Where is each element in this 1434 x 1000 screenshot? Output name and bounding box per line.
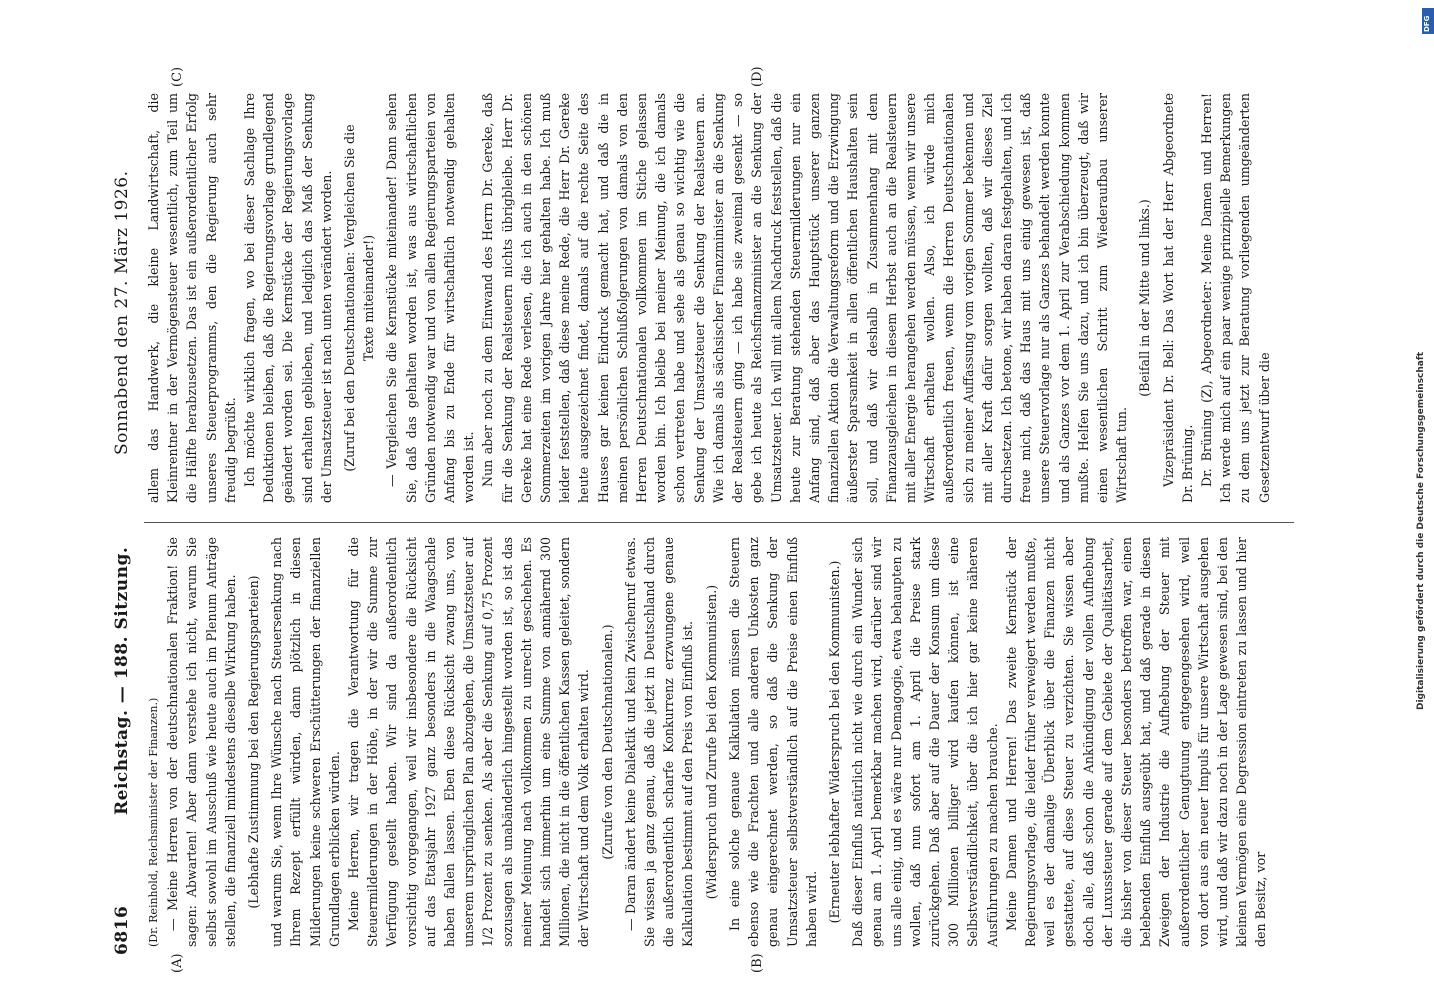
dfg-logo: DFG xyxy=(1422,8,1434,34)
speaker-line: (Dr. Reinhold, Reichsminister der Finanzen.) xyxy=(147,697,160,947)
paragraph: Nun aber noch zu dem Einwand des Herrn Dr. Gereke, daß für die Senkung der Realsteuern nichts übrigbleibe. Herr Dr. Gereke hat eine Rede verlesen, die ich auch in den schönen Sommerzeiten im vorigen Jahre hier gehalten habe. Ich muß leider feststellen, daß diese meine Rede, die Herr Dr. Gereke heute ausgezeichnet findet, damals auf die rechte Seite des Hauses gar keinen Eindruck gemacht hat, und daß die in meinen persönlichen Schlußfolgerungen von damals von den Herren Deutschnationalen vollkommen im Stiche gelassen worden bin. Ich bleibe bei meiner Meinung, die ich damals schon vertreten habe und sehe als genau so wichtig wie die Senkung der Umsatzsteuer die Senkung der Realsteuern an. Wie ich damals als sächsischer Finanzminister an die Senkung der Realsteuern ging — ich habe sie zweimal gesenkt — so gebe ich heute als Reichsfinanzminister an die Senkung der Umsatzsteuer. Ich will mit allem Nachdruck feststellen, daß die heute zur Beratung stehenden Steuermilderungen nur ein Anfang sind, daß aber das Hauptstück unserer ganzen finanziellen Aktion die Verwaltungsreform und die Erzwingung äußerster Sparsamkeit in allen öffentlichen Haushalten sein soll, und daß wir deshalb in Zusammenhang mit dem Finanzausgleichen in diesem Herbst auch an die Realsteuern mit aller Energie herangehen werden müssen, wenn wir unsere Wirtschaft erhalten wollen. Also, ich würde mich außerordentlich freuen, wenn die Herren Deutschnationalen sich zu meiner Auffassung vom vorigen Sommer bekennen und mit aller Kraft dafür sorgen wollten, daß wir dieses Ziel durchsetzen. Ich betone, wir haben daran festgehalten, und ich freue mich, daß das Haus mit uns einig gewesen ist, daß unsere Steuervorlage nur als Ganzes behandelt werden konnte und als Ganzes vor dem 1. April zur Verabschiedung kommen mußte. Helfen Sie uns dazu, und ich bin überzeugt, daß wir einen wesentlichen Schritt zum Wiederaufbau unserer Wirtschaft tun. xyxy=(480,93,1130,503)
paragraph: Meine Herren, wir tragen die Verantwortung für die Steuermilderungen in der Höhe, in der wir die Summe zur Verfügung gestellt haben. Wir sind da außerordentlich vorsichtig vorgegangen, weil wir insbesondere die Rücksicht auf das Etatsjahr 1927 ganz besonders in die Waagschale haben fallen lassen. Eben diese Rücksicht zwang uns, von unserem ursprünglichen Plan abzugehen, die Umsatzsteuer auf 1/2 Prozent zu senken. Als aber die Senkung auf 0,75 Prozent sozusagen als unabänderlich hingestellt worden ist, so ist das meiner Meinung nach vollkommen zu unrecht geschehen. Es handelt sich immerhin um eine Summe von annähernd 300 Millionen, die nicht in die öffentlichen Kassen geleitet, sondern der Wirtschaft und dem Volk erhalten wird. xyxy=(346,537,592,947)
rotated-document-page xyxy=(110,66,1310,973)
margin-marker-b: (B) xyxy=(750,953,765,973)
paragraph: — Daran ändert keine Dialektik und kein Zwischenruf etwas. Sie wissen ja ganz genau, daß die jetzt in Deutschland durch die außerordentlich scharfe Konkurrenz erzwungene genaue Kalkulation bestimmt auf den Preis von Einfluß ist. xyxy=(622,537,696,947)
paragraph: — Meine Herren von der deutschnationalen Fraktion! Sie sagen: Abwarten! Aber dann verstehe ich nicht, warum Sie selbst sowohl im Ausschuß wie heute auch im Plenum Anträge stellen, die finanziell mindestens dieselbe Wirkung haben. xyxy=(165,537,238,947)
interjection: (Widerspruch und Zurufe bei den Kommunisten.) xyxy=(703,584,719,900)
paragraph: In eine solche genaue Kalkulation müssen die Steuern ebenso wie die Frachten und alle anderen Unkosten ganz genau eingerechnet werden, so daß die Senkung der Umsatzsteuer selbstverständlich auf die Preise einen Einfluß haben wird. xyxy=(726,537,819,947)
session-title: Reichstag. — 188. Sitzung. xyxy=(112,546,132,815)
session-date: Sonnabend den 27. März 1926. xyxy=(112,170,132,455)
interjection: (Zurufe von den Deutschnationalen.) xyxy=(599,624,615,860)
interjection: (Erneuter lebhafter Widerspruch bei den Kommunisten.) xyxy=(826,560,842,924)
margin-marker-d: (D) xyxy=(750,66,765,87)
margin-marker-a: (A) xyxy=(170,953,185,973)
interjection: (Zuruf bei den Deutschnationalen: Vergleichen Sie die Texte miteinander!) xyxy=(342,124,377,472)
paragraph: und warum Sie, wenn Ihre Wünsche nach Steuersenkung nach Ihrem Rezept erfüllt würden, dann plötzlich in diesen Milderungen keine schweren Erschütterungen der finanziellen Grundlagen erblicken würden. xyxy=(269,537,342,947)
right-text-column xyxy=(144,93,1294,503)
paragraph: Dr. Brüning (Z), Abgeordneter: Meine Damen und Herren! Ich werde mich auf ein paar wenige prinzipielle Bemerkungen zu dem uns jetzt zur Beratung vorliegenden umgeänderten Gesetzentwurf über die xyxy=(1198,93,1272,503)
paragraph: allem das Handwerk, die kleine Landwirtschaft, die Kleinrentner in der Vermögensteuer wesentlich, zum Teil um die Hälfte herabzusetzen. Das ist ein außerordentlicher Erfolg unseres Steuerprogramms, den die Regierung auch sehr freudig begrüßt. xyxy=(146,93,238,503)
digitization-credit: Digitalisierung gefördert durch die Deutsche Forschungsgemeinschaft xyxy=(1416,351,1426,710)
page-header xyxy=(110,75,136,955)
interjection: (Beifall in der Mitte und links.) xyxy=(1137,199,1153,397)
left-text-column xyxy=(144,537,1294,947)
paragraph: Daß dieser Einfluß natürlich nicht wie durch ein Wunder sich genau am 1. April bemerkbar machen wird, darüber sind wir uns alle einig, und es wäre nur Demagogie, etwa behaupten zu wollen, daß nun sofort am 1. April die Preise stark zurückgehen. Daß aber auf die Dauer der Konsum um diese 300 Millionen billiger wird kaufen können, ist eine Selbstverständlichkeit, über die ich hier gar keine näheren Ausführungen zu machen brauche. xyxy=(850,537,1000,947)
column-divider xyxy=(144,522,1294,523)
paragraph: Meine Damen und Herren! Das zweite Kernstück der Regierungsvorlage, die leider früher verweigert werden mußte, weil es der damalige Überblick über die Finanzen nicht gestattete, auf diese Steuer zu verzichten. Sie wissen aber doch alle, daß schon die Ankündigung der vollen Aufhebung der Luxussteuer gerade auf dem Gebiete der Qualitätsarbeit, die bisher von dieser Steuer besonders betroffen war, einen belebenden Einfluß ausgeübt hat, und daß gerade in diesen Zweigen der Industrie die Aufhebung der Steuer mit außerordentlicher Genugtuung entgegengesehen wird, weil von dort aus ein neuer Impuls für unsere Wirtschaft ausgehen wird, und daß wir dazu noch in der Lage gewesen sind, bei den kleinen Vermögen eine Degression eintreten zu lassen und hier den Besitz, vor xyxy=(1003,537,1269,947)
paragraph: — Vergleichen Sie die Kernstücke miteinander! Dann sehen Sie, daß das gehalten worden ist, was aus wirtschaftlichen Gründen notwendig war und von allen Regierungsparteien von Anfang bis zu Ende für wirtschaftlich notwendig gehalten worden ist. xyxy=(384,93,477,503)
interjection: (Lebhafte Zustimmung bei den Regierungsparteien) xyxy=(246,575,262,909)
margin-marker-c: (C) xyxy=(170,66,185,87)
speaker-announcement: Vizepräsident Dr. Bell: Das Wort hat der Herr Abgeordnete Dr. Brüning. xyxy=(1160,93,1195,503)
page-number: 6816 xyxy=(112,905,132,955)
paragraph: Ich möchte wirklich fragen, wo bei dieser Sachlage Ihre Deduktionen bleiben, daß die Regierungsvorlage grundlegend geändert worden sei. Die Kernstücke der Regierungsvorlage sind erhalten geblieben, und lediglich das Maß der Senkung der Umsatzsteuer ist nach unten verändert worden. xyxy=(242,93,334,503)
